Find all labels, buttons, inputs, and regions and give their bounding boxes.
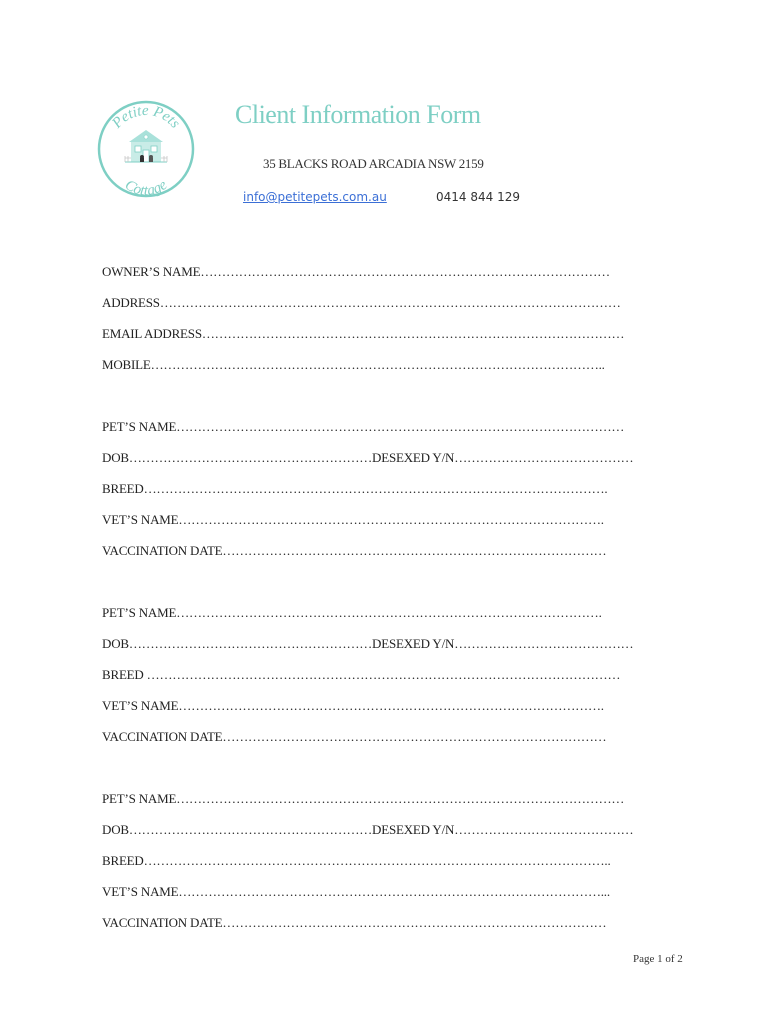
pet-1-vaccination-date-field[interactable]: VACCINATION DATE………………………………………………………………………………: [102, 543, 607, 558]
pet-2-breed-field[interactable]: BREED …………………………………………………………………………………………………: [102, 667, 621, 682]
section-spacer: [102, 574, 668, 605]
logo-text-bottom: Cottage: [121, 176, 171, 198]
section-spacer: [102, 760, 668, 791]
address-field[interactable]: ADDRESS………………………………………………………………………………………………: [102, 295, 621, 310]
section-spacer: [102, 388, 668, 419]
petite-pets-cottage-logo: [95, 100, 197, 198]
pet-2-dob-desexed-field[interactable]: DOB…………………………………………………DESEXED Y/N……………………………………: [102, 636, 634, 651]
business-address: 35 BLACKS ROAD ARCADIA NSW 2159: [263, 156, 484, 171]
pet-3-name-field[interactable]: PET’S NAME……………………………………………………………………………………………: [102, 791, 625, 806]
pet-2-name-field[interactable]: PET’S NAME……………………………………………………………………………………….: [102, 605, 602, 620]
owner-name-field[interactable]: OWNER’S NAME……………………………………………………………………………………: [102, 264, 610, 279]
pet-1-dob-desexed-field[interactable]: DOB…………………………………………………DESEXED Y/N……………………………………: [102, 450, 634, 465]
pet-1-breed-field[interactable]: BREED……………………………………………………………………………………………….: [102, 481, 608, 496]
pet-1-name-field[interactable]: PET’S NAME……………………………………………………………………………………………: [102, 419, 625, 434]
form-title: Client Information Form: [235, 100, 481, 129]
mobile-field[interactable]: MOBILE……………………………………………………………………………………………..: [102, 357, 605, 372]
pet-3-breed-field[interactable]: BREED………………………………………………………………………………………………..: [102, 853, 611, 868]
email-address-field[interactable]: EMAIL ADDRESS………………………………………………………………………………………: [102, 326, 625, 341]
page-number: Page 1 of 2: [633, 953, 683, 965]
phone-number: 0414 844 129: [436, 190, 520, 204]
pet-3-dob-desexed-field[interactable]: DOB…………………………………………………DESEXED Y/N……………………………………: [102, 822, 634, 837]
logo-text-top: Petite Pets: [109, 102, 183, 132]
pet-3-vet-name-field[interactable]: VET’S NAME………………………………………………………………………………………...: [102, 884, 610, 899]
pet-3-vaccination-date-field[interactable]: VACCINATION DATE………………………………………………………………………………: [102, 915, 607, 930]
client-form: [102, 264, 668, 946]
pet-1-vet-name-field[interactable]: VET’S NAME……………………………………………………………………………………….: [102, 512, 604, 527]
pet-2-vet-name-field[interactable]: VET’S NAME……………………………………………………………………………………….: [102, 698, 604, 713]
pet-2-vaccination-date-field[interactable]: VACCINATION DATE………………………………………………………………………………: [102, 729, 607, 744]
email-link[interactable]: info@petitepets.com.au: [243, 190, 387, 204]
